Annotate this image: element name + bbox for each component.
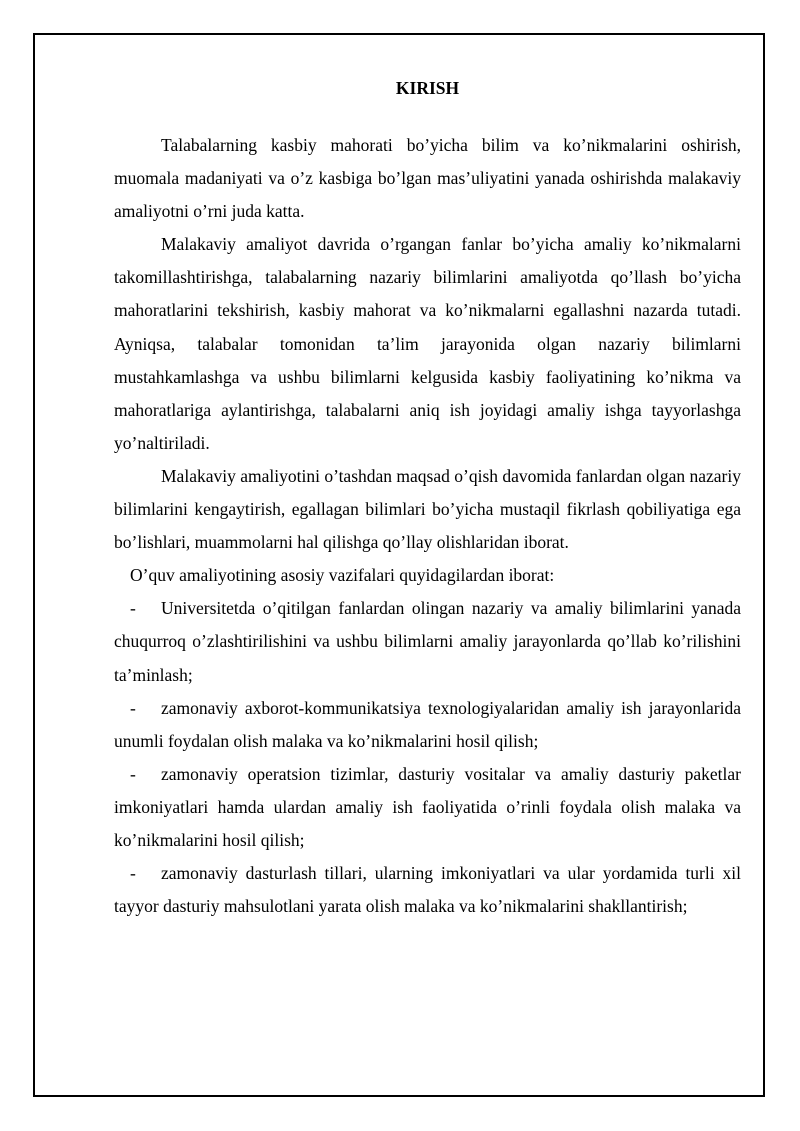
document-body bbox=[114, 74, 741, 923]
bullet-text: Universitetda o’qitilgan fanlardan olingan nazariy va amaliy bilimlarini yanada chuqurroq o’zlashtirilishini va ushbu bilimlarni amaliy jarayonlarda qo’llab ko’rilishini ta’minlash; bbox=[114, 598, 741, 685]
bullet-text: zamonaviy dasturlash tillari, ularning imkoniyatlari va ular yordamida turli xil tayyor dasturiy mahsulotlani yarata olish malaka va ko’nikmalarini shakllantirish; bbox=[114, 863, 741, 917]
page-title: KIRISH bbox=[395, 78, 460, 98]
paragraph-1: Talabalarning kasbiy mahorati bo’yicha bilim va ko’nikmalarini oshirish, muomala madaniyati va o’z kasbiga bo’lgan mas’uliyatini yanada oshirishda malakaviy amaliyotni o’rni juda katta. bbox=[114, 135, 741, 222]
tasks-intro: O’quv amaliyotining asosiy vazifalari quyidagilardan iborat: bbox=[130, 565, 555, 586]
bullet-item-3 bbox=[114, 758, 741, 857]
bullet-text: zamonaviy operatsion tizimlar, dasturiy vositalar va amaliy dasturiy paketlar imkoniyatlari hamda ulardan amaliy ish faoliyatida o’rinli foydala olish malaka va ko’nikmalarini hosil qilish; bbox=[114, 763, 741, 850]
bullet-marker: - bbox=[130, 863, 136, 884]
paragraph-3: Malakaviy amaliyotini o’tashdan maqsad o’qish davomida fanlardan olgan nazariy bilimlarini kengaytirish, egallagan bilimlari bo’yicha mustaqil fikrlash qobiliyatiga ega bo’lishlari, muammolarni hal qilishga qo’llay olishlaridan iborat. bbox=[114, 465, 741, 553]
bullet-marker: - bbox=[130, 697, 136, 718]
bullet-marker: - bbox=[130, 598, 136, 619]
bullet-item-2 bbox=[114, 692, 741, 758]
bullet-text: zamonaviy axborot-kommunikatsiya texnologiyalaridan amaliy ish jarayonlarida unumli foydalan olish malaka va ko’nikmalarini hosil qilish; bbox=[114, 697, 741, 751]
bullet-item-1 bbox=[114, 592, 741, 691]
bullet-item-4 bbox=[114, 857, 741, 923]
paragraph-2: Malakaviy amaliyot davrida o’rgangan fanlar bo’yicha amaliy ko’nikmalarni takomillashtirishga, talabalarning nazariy bilimlarini amaliyotda qo’llash bo’yicha mahoratlarini tekshirish, kasbiy mahorat va ko’nikmalarni egallashni nazarda tutadi. Ayniqsa, talabalar tomonidan ta’lim jarayonida olgan nazariy bilimlarni mustahkamlashga va ushbu bilimlarni kelgusida kasbiy faoliyatining ko’nikma va mahoratlariga aylantirishga, talabalarni aniq ish joyidagi amaliy ishga tayyorlashga yo’naltiriladi. bbox=[114, 234, 741, 453]
bullet-marker: - bbox=[130, 763, 136, 784]
